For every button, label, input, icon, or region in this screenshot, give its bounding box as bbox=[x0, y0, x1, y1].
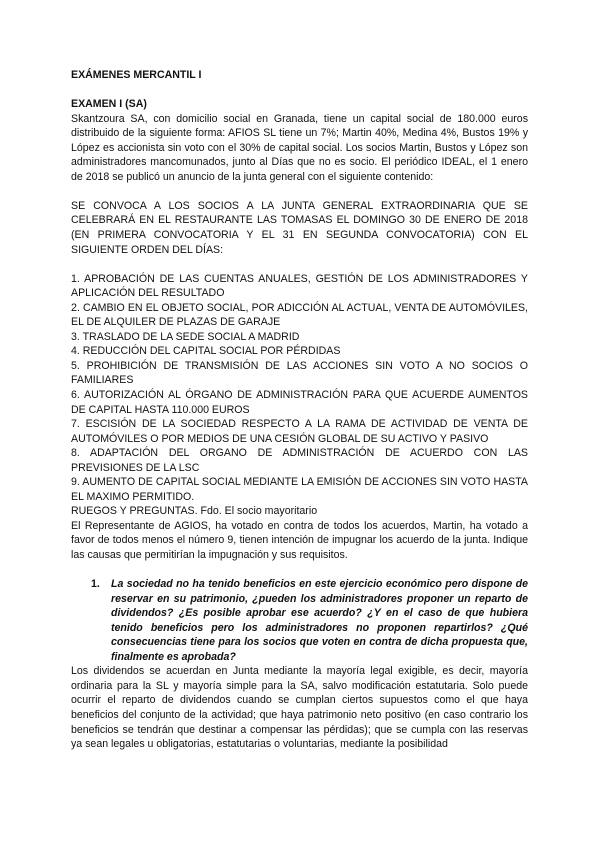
agenda-item: 9. AUMENTO DE CAPITAL SOCIAL MEDIANTE LA EMISIÓN DE ACCIONES SIN VOTO HASTA EL MAXIMO PERMITIDO. bbox=[71, 476, 528, 503]
agenda-item: 3. TRASLADO DE LA SEDE SOCIAL A MADRID bbox=[71, 330, 300, 343]
agenda-item: 2. CAMBIO EN EL OBJETO SOCIAL, POR ADICCIÓN AL ACTUAL, VENTA DE AUTOMÓVILES, EL DE ALQUILER DE PLAZAS DE GARAJE bbox=[71, 301, 528, 329]
agenda-item: 6. AUTORIZACIÓN AL ÓRGANO DE ADMINISTRACIÓN PARA QUE ACUERDE AUMENTOS DE CAPITAL HASTA 110.000 EUROS bbox=[71, 388, 528, 416]
agenda-item: 8. ADAPTACIÓN DEL ORGANO DE ADMINISTRACIÓN DE ACUERDO CON LAS PREVISIONES DE LA LSC bbox=[71, 447, 528, 474]
case-intro: Skantzoura SA, con domicilio social en Granada, tiene un capital social de 180.000 euros distribuido de la siguiente forma: AFIOS SL tiene un 7%; Martin 40%, Medina 4%, Bustos 19% y López es accionista sin voto con el 30% de capital social. Los socios Martin, Bustos y López son administradores mancomunados, junto al Días que no es socio. El periódico IDEAL, el 1 enero de 2018 se publicó un anuncio de la junta general con el siguiente contenido: bbox=[71, 112, 528, 183]
agenda-item: 5. PROHIBICIÓN DE TRANSMISIÓN DE LAS ACCIONES SIN VOTO A NO SOCIOS O FAMILIARES bbox=[71, 359, 528, 387]
case-question-prompt: El Representante de AGIOS, ha votado en contra de todos los acuerdos, Martin, ha votado a favor de todos menos el número 9, tienen intención de impugnar los acuerdo de la junta. Indique las causas que permitirían la impugnación y sus requisitos. bbox=[71, 519, 528, 561]
agenda-item: 7. ESCISIÓN DE LA SOCIEDAD RESPECTO A LA RAMA DE ACTIVIDAD DE VENTA DE AUTOMÓVILES O POR MEDIOS DE UNA CESIÓN GLOBAL DE SU ACTIVO Y PASIVO bbox=[71, 418, 528, 445]
document-title: EXÁMENES MERCANTIL I bbox=[71, 69, 202, 81]
question-list bbox=[71, 577, 528, 664]
exam-heading: EXAMEN I (SA) bbox=[71, 98, 147, 111]
agenda-item: 1. APROBACIÓN DE LAS CUENTAS ANUALES, GESTIÓN DE LOS ADMINISTRADORES Y APLICACIÓN DEL RESULTADO bbox=[71, 272, 528, 300]
agenda-list bbox=[71, 272, 528, 519]
agenda-item: 4. REDUCCIÓN DEL CAPITAL SOCIAL POR PÉRDIDAS bbox=[71, 345, 341, 358]
question-text: La sociedad no ha tenido beneficios en este ejercicio económico pero dispone de reservar en su patrimonio, ¿pueden los administradores proponer un reparto de dividendos? ¿Es posible aprobar ese acuerdo? ¿Y en el caso de que hubiera tenido beneficios pero los administradores no proponen repartirlos? ¿Qué consecuencias tiene para los socios que voten en contra de dicha propuesta que, finalmente es aprobada? bbox=[111, 578, 528, 663]
announcement: SE CONVOCA A LOS SOCIOS A LA JUNTA GENERAL EXTRAORDINARIA QUE SE CELEBRARÁ EN EL RESTAURANTE LAS TOMASAS EL DOMINGO 30 DE ENERO DE 2018 (EN PRIMERA CONVOCATORIA Y EL 31 EN SEGUNDA CONVOCATORIA) CON EL SIGUIENTE ORDEN DEL DÍAS: bbox=[71, 199, 528, 256]
agenda-item: RUEGOS Y PREGUNTAS. Fdo. El socio mayoritario bbox=[71, 505, 318, 518]
document-body bbox=[71, 68, 528, 752]
question-number: 1. bbox=[91, 578, 100, 591]
question-item bbox=[71, 577, 528, 664]
answer-text: Los dividendos se acuerdan en Junta mediante la mayoría legal exigible, es decir, mayoría ordinaria para la SL y mayoría simple para la SA, salvo modificación estatutaria. Solo puede ocurrir el reparto de dividendos cuando se cumplan ciertos supuestos como el que haya beneficios del conjunto de la actividad; que haya patrimonio neto positivo (en caso contrario los beneficios se tendrán que destinar a compensar las pérdidas); que se cumpla con las reservas ya sean legales u obligatorias, estatutarias o voluntarias, mediante la posibilidad bbox=[71, 665, 528, 751]
